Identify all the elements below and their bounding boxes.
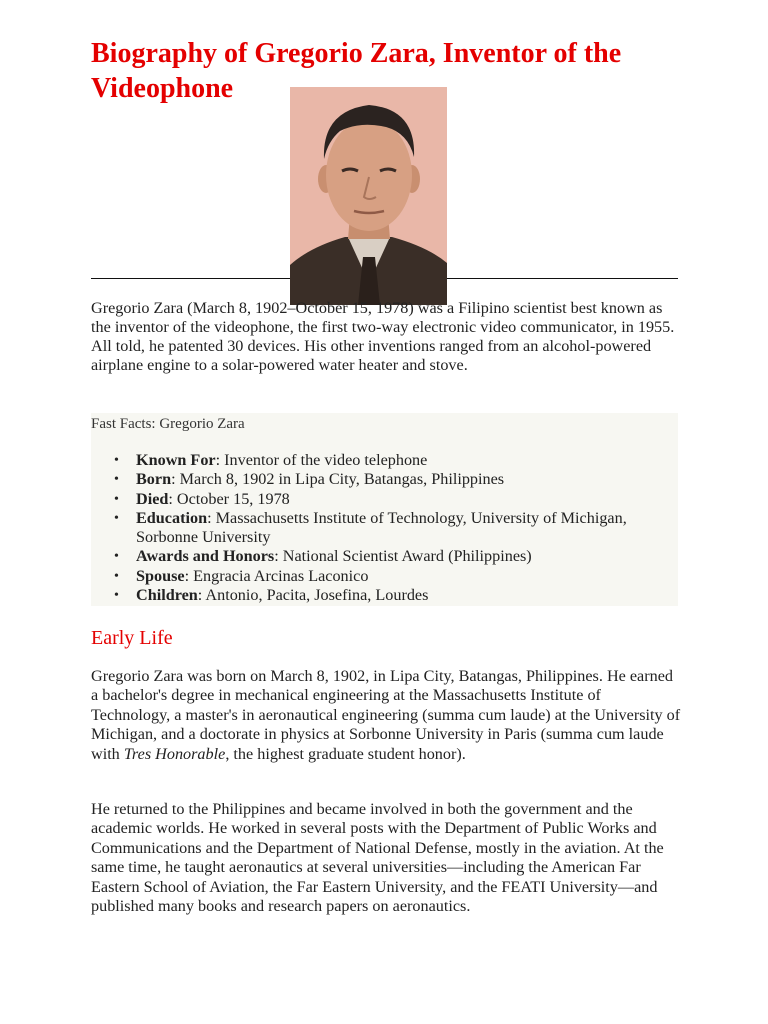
fact-item [136, 586, 676, 605]
fast-facts-list [136, 451, 676, 605]
fact-item [136, 509, 676, 548]
fact-value: : March 8, 1902 in Lipa City, Batangas, Philippines [171, 470, 505, 489]
fact-value: : Engracia Arcinas Laconico [184, 566, 369, 585]
portrait-photo [290, 87, 447, 305]
fact-key: Known For [136, 451, 216, 469]
fact-item [136, 451, 676, 470]
fact-value: : Inventor of the video telephone [215, 451, 428, 469]
fact-key: Children [136, 586, 198, 605]
fact-item [136, 470, 676, 489]
page-title: Biography of Gregorio Zara, Inventor of the Videophone [91, 38, 622, 104]
intro-paragraph: Gregorio Zara (March 8, 1902–October 15, 1978) was a Filipino scientist best known as the inventor of the videophone, the first two-way electronic video communicator, in 1955. All told, he patented 30 devices. His other inventions ranged from an alcohol-powered airplane engine to a solar-powered water heater and stove. [91, 299, 675, 374]
fact-item [136, 547, 676, 566]
fact-key: Education [136, 508, 208, 527]
fact-value: : October 15, 1978 [168, 489, 290, 508]
fact-key: Spouse [136, 566, 185, 585]
fact-key: Born [136, 470, 172, 489]
fact-value: : National Scientist Award (Philippines) [274, 547, 532, 566]
early-life-paragraph-2: He returned to the Philippines and became involved in both the government and the academic worlds. He worked in several posts with the Department of Public Works and Communications and the Department of National Defense, mostly in the aviation. At the same time, he taught aeronautics at several universities—including the American Far Eastern School of Aviation, the Far Eastern University, and the FEATI University—and published many books and research papers on aeronautics. [91, 800, 664, 916]
early-life-paragraph-1 [91, 667, 681, 764]
fact-value: : Antonio, Pacita, Josefina, Lourdes [197, 586, 429, 605]
fact-value: : Massachusetts Institute of Technology, University of Michigan, Sorbonne University [136, 508, 627, 547]
early-life-heading: Early Life [91, 627, 173, 649]
fast-facts-title: Fast Facts: Gregorio Zara [91, 416, 245, 432]
italic-term: Tres Honorable [123, 744, 226, 763]
fact-item [136, 490, 676, 509]
fact-key: Awards and Honors [136, 547, 275, 566]
fact-key: Died [136, 489, 169, 508]
paragraph-text: Gregorio Zara was born on March 8, 1902, in Lipa City, Batangas, Philippines. He earned a bachelor's degree in mechanical engineering at the Massachusetts Institute of Technology, a master's in aeronautical engineering (summa cum laude) at the University of Michigan, and a doctorate in physics at Sorbonne University in Paris (summa cum laude with [91, 667, 681, 763]
paragraph-text: , the highest graduate student honor). [225, 744, 466, 763]
fact-item [136, 567, 676, 586]
